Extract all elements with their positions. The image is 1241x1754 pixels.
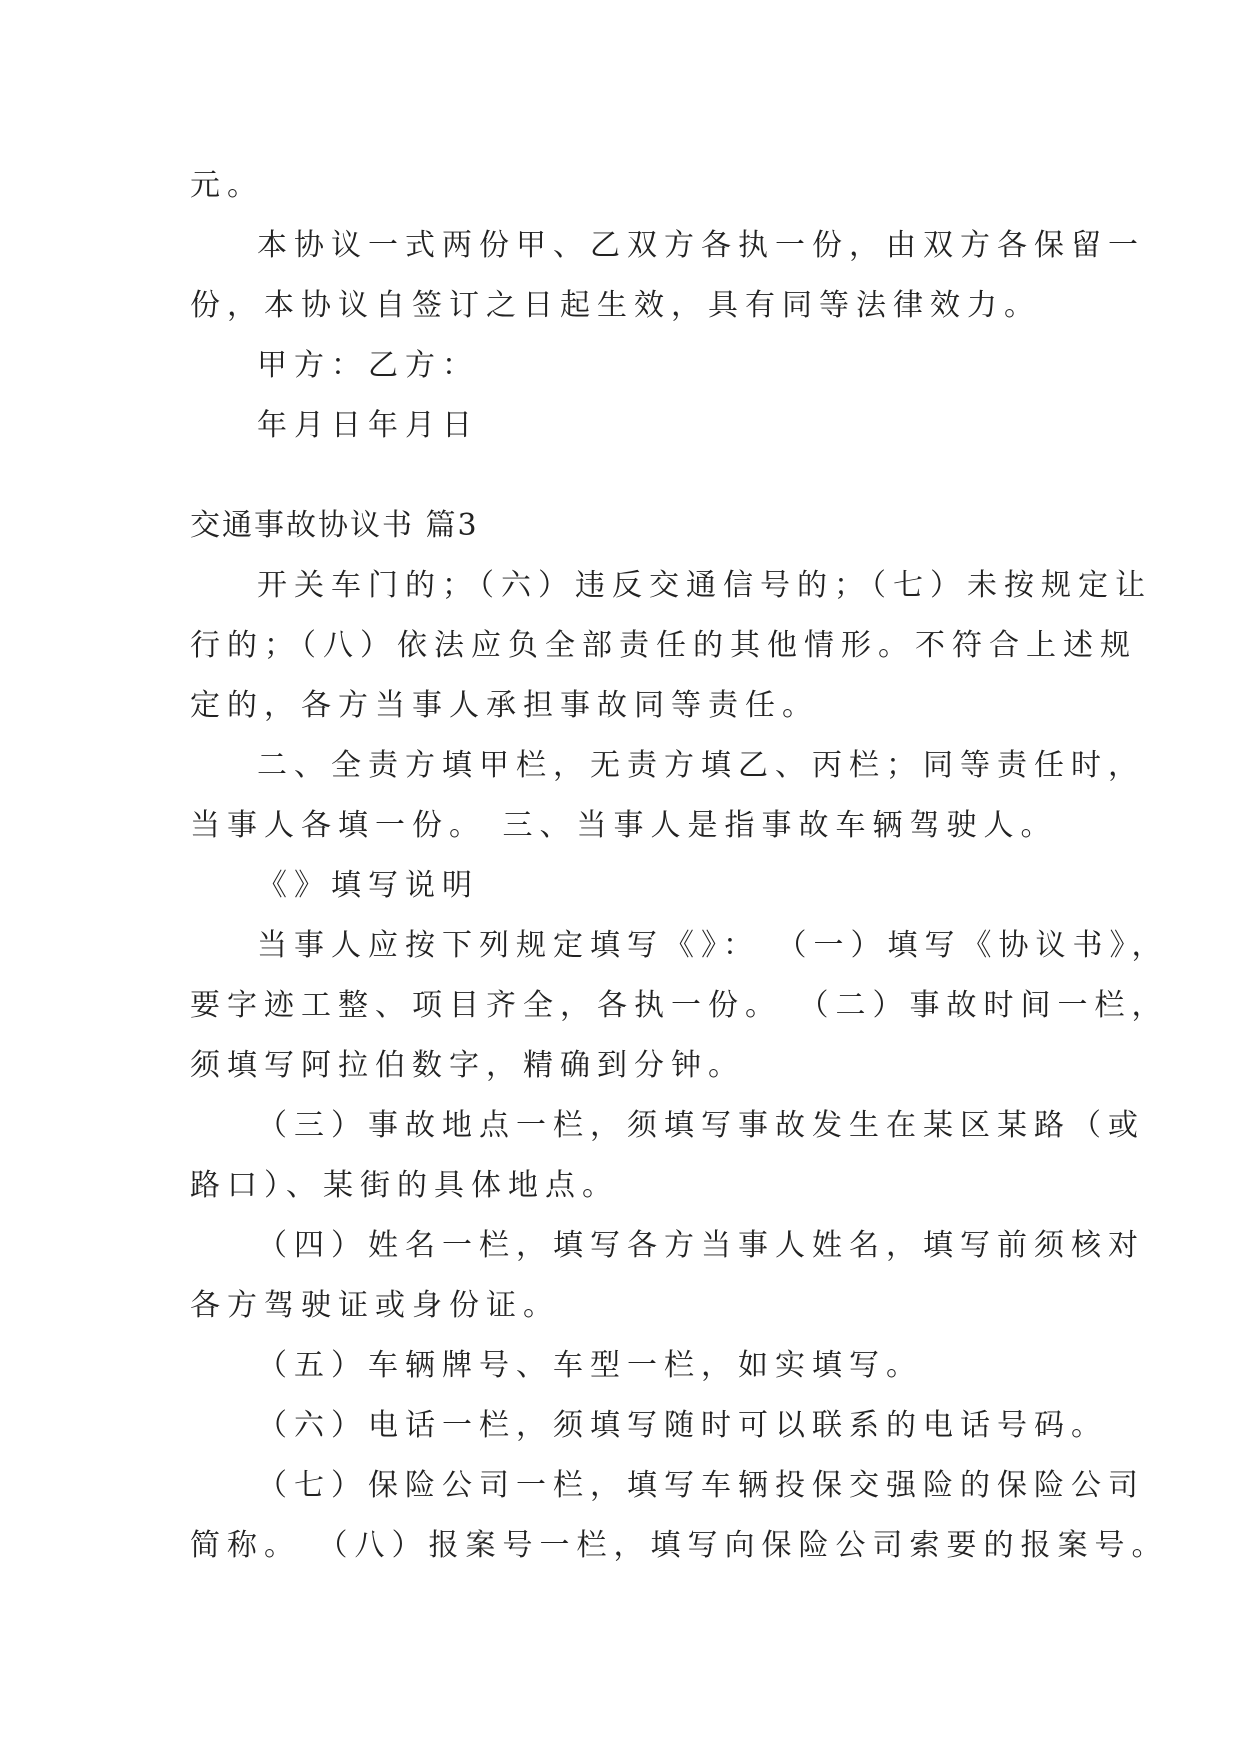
text-line: 各方驾驶证或身份证。 xyxy=(190,1288,560,1323)
text-line: 元。 xyxy=(190,168,264,203)
text-line: 简称。 （八）报案号一栏，填写向保险公司索要的报案号。 xyxy=(190,1528,1169,1563)
text-line: （四）姓名一栏，填写各方当事人姓名，填写前须核对 xyxy=(257,1228,1145,1263)
text-line: （七）保险公司一栏，填写车辆投保交强险的保险公司 xyxy=(257,1468,1145,1503)
text-line: （六）电话一栏，须填写随时可以联系的电话号码。 xyxy=(257,1408,1108,1443)
text-line: 本协议一式两份甲、乙双方各执一份，由双方各保留一 xyxy=(257,228,1145,263)
text-line: 当事人应按下列规定填写《》： （一）填写《协议书》， xyxy=(257,928,1169,963)
text-line: 路口）、某街的具体地点。 xyxy=(190,1168,619,1203)
text-line: 要字迹工整、项目齐全，各执一份。 （二）事故时间一栏， xyxy=(190,988,1169,1023)
signature-parties: 甲方：乙方： xyxy=(257,348,479,383)
subsection-heading: 《》填写说明 xyxy=(257,868,479,903)
text-line: 定的，各方当事人承担事故同等责任。 xyxy=(190,688,819,723)
text-line: 二、全责方填甲栏，无责方填乙、丙栏；同等责任时， xyxy=(257,748,1145,783)
text-line: 行的；（八）依法应负全部责任的其他情形。不符合上述规 xyxy=(190,628,1137,663)
signature-dates: 年月日年月日 xyxy=(257,408,479,443)
section-title: 交通事故协议书 篇3 xyxy=(190,508,479,543)
text-line: 开关车门的；（六）违反交通信号的；（七）未按规定让 xyxy=(257,568,1152,603)
text-line: （五）车辆牌号、车型一栏，如实填写。 xyxy=(257,1348,923,1383)
text-line: 须填写阿拉伯数字，精确到分钟。 xyxy=(190,1048,745,1083)
text-line: 份，本协议自签订之日起生效，具有同等法律效力。 xyxy=(190,288,1041,323)
text-line: （三）事故地点一栏，须填写事故发生在某区某路（或 xyxy=(257,1108,1145,1143)
text-line: 当事人各填一份。 三、当事人是指事故车辆驾驶人。 xyxy=(190,808,1058,843)
